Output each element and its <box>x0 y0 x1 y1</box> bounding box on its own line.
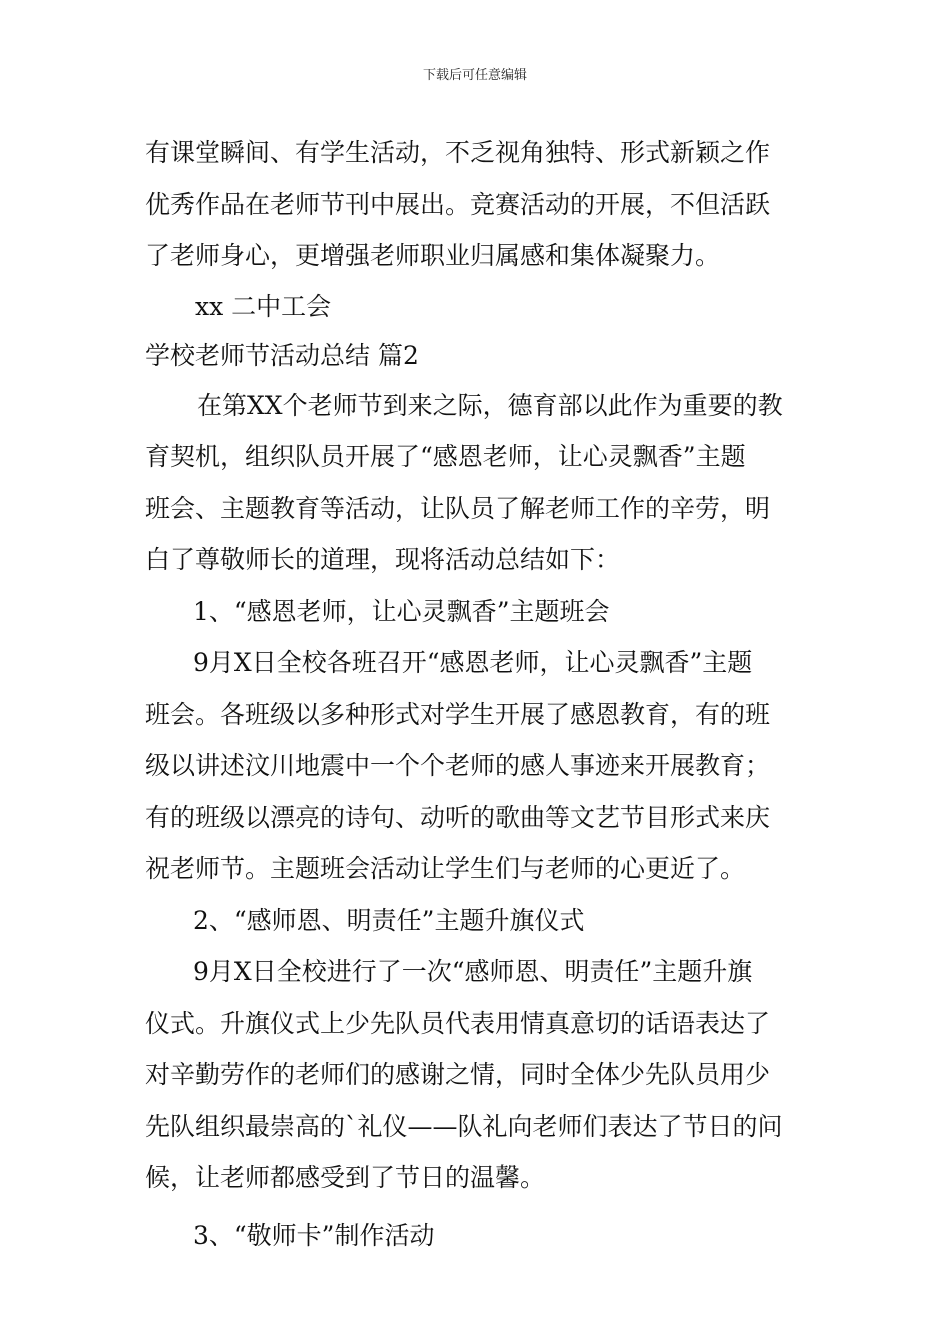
document-body <box>145 127 815 1261</box>
paragraph-line: 有的班级以漂亮的诗句、动听的歌曲等文艺节目形式来庆 <box>145 802 771 832</box>
paragraph-line: 有课堂瞬间、有学生活动，不乏视角独特、形式新颖之作 <box>145 138 771 167</box>
page-header-note: 下载后可任意编辑 <box>422 68 527 83</box>
paragraph-line: 9月X日全校各班召开“感恩老师，让心灵飘香”主题 <box>193 648 753 677</box>
paragraph-line: 9月X日全校进行了一次“感师恩、明责任”主题升旗 <box>193 957 753 986</box>
paragraph-line: 对辛勤劳作的老师们的感谢之情，同时全体少先队员用少 <box>145 1060 771 1089</box>
paragraph-line: 级以讲述汶川地震中一个个老师的感人事迹来开展教育； <box>145 751 771 780</box>
signature-line: xx 二中工会 <box>195 291 332 321</box>
subheading-line: 1、“感恩老师，让心灵飘香”主题班会 <box>193 596 610 626</box>
paragraph-line: 了老师身心，更增强老师职业归属感和集体凝聚力。 <box>145 241 721 270</box>
subheading-line: 3、“敬师卡”制作活动 <box>193 1220 435 1250</box>
subheading-line: 2、“感师恩、明责任”主题升旗仪式 <box>193 905 585 935</box>
paragraph-line: 班会。各班级以多种形式对学生开展了感恩教育，有的班 <box>145 699 771 729</box>
paragraph-line: 祝老师节。主题班会活动让学生们与老师的心更近了。 <box>145 854 746 883</box>
paragraph-line: 白了尊敬师长的道理，现将活动总结如下： <box>145 545 621 574</box>
paragraph-line: 候，让老师都感受到了节日的温馨。 <box>145 1163 546 1192</box>
paragraph-line: 在第XX个老师节到来之际，德育部以此作为重要的教 <box>197 390 783 420</box>
paragraph-line: 班会、主题教育等活动，让队员了解老师工作的辛劳，明 <box>145 493 771 523</box>
section-title: 学校老师节活动总结 篇2 <box>145 340 419 370</box>
paragraph-line: 先队组织最崇高的`礼仪——队礼向老师们表达了节日的问 <box>145 1111 783 1141</box>
paragraph-line: 育契机，组织队员开展了“感恩老师，让心灵飘香”主题 <box>145 442 746 471</box>
paragraph-line: 仪式。升旗仪式上少先队员代表用情真意切的话语表达了 <box>145 1008 771 1038</box>
paragraph-line: 优秀作品在老师节刊中展出。竞赛活动的开展，不但活跃 <box>145 189 771 219</box>
